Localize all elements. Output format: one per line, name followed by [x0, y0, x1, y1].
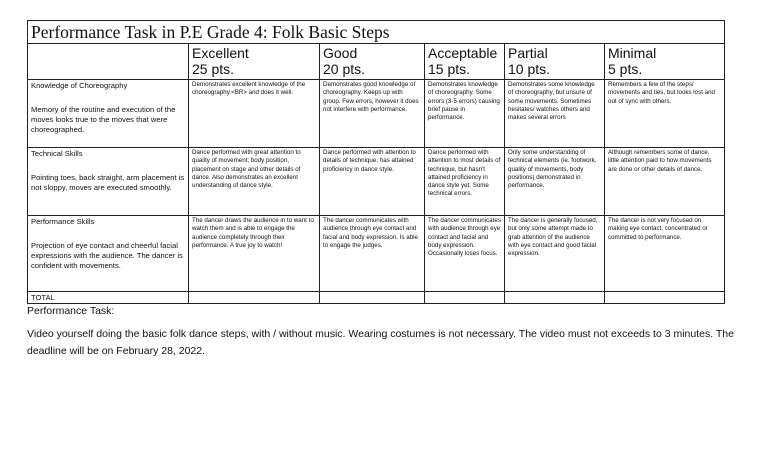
total-label: TOTAL [28, 292, 189, 304]
criterion-cell [28, 80, 189, 148]
level-name: Good [323, 45, 358, 61]
levels-corner-cell [28, 44, 189, 80]
criterion-row-knowledge [28, 80, 725, 148]
level-points: 10 pts. [508, 61, 551, 77]
level-header-partial [505, 44, 605, 80]
level-name: Minimal [608, 45, 657, 61]
level-name: Excellent [192, 45, 249, 61]
rubric-cell: Dance performed with great attention to quality of movement; body position, placement on stage and other details of dance. Also demonstrates an excellent understanding of dance style. [189, 148, 320, 216]
level-header-acceptable [425, 44, 505, 80]
criterion-description: Pointing toes, back straight, arm placement is not sloppy, moves are executed smoothly. [31, 173, 185, 192]
level-points: 15 pts. [428, 61, 471, 77]
level-name: Partial [508, 45, 548, 61]
levels-row [28, 44, 725, 80]
total-cell [425, 292, 505, 304]
level-header-excellent [189, 44, 320, 80]
performance-task-label: Performance Task: [27, 305, 115, 317]
level-header-minimal [605, 44, 725, 80]
rubric-cell: Only some understanding of technical elements (ie. footwork, quality of movements, body positions) demonstrated in performance. [505, 148, 605, 216]
title-row [28, 21, 725, 44]
criterion-row-technical [28, 148, 725, 216]
page-title: Performance Task in P.E Grade 4: Folk Basic Steps [28, 21, 725, 44]
total-cell [505, 292, 605, 304]
rubric-table [27, 20, 725, 304]
level-header-good [320, 44, 425, 80]
level-points: 20 pts. [323, 61, 366, 77]
level-name: Acceptable [428, 45, 498, 61]
level-points: 25 pts. [192, 61, 235, 77]
rubric-cell: The dancer communicates with audience through eye contact and facial and body expression. Occasionally loses focus. [425, 216, 505, 292]
criterion-row-performance [28, 216, 725, 292]
rubric-cell: The dancer is not very focused on making eye contact, concentrated or committed to performance. [605, 216, 725, 292]
rubric-cell: Dance performed with attention to most details of technique, but hasn't attained proficiency in dance style yet. Some technical errors. [425, 148, 505, 216]
criterion-cell [28, 216, 189, 292]
total-row [28, 292, 725, 304]
criterion-name: Knowledge of Choreography [31, 81, 128, 90]
criterion-name: Performance Skills [31, 217, 95, 226]
rubric-cell: Dance performed with attention to details of technique, has attained proficiency in dance style. [320, 148, 425, 216]
total-cell [605, 292, 725, 304]
total-cell [189, 292, 320, 304]
rubric-cell: Remembers a few of the steps/ movements and ties, but looks lost and out of sync with others. [605, 80, 725, 148]
criterion-description: Memory of the routine and execution of the moves looks true to the moves that were choreographed. [31, 105, 176, 134]
performance-task-text: Video yourself doing the basic folk dance steps, with / without music. Wearing costumes is not necessary. The video must not exceeds to 3 minutes. The deadline will be on February 28, 2022. [27, 328, 734, 357]
rubric-cell: Demonstrates excellent knowledge of the choreography.<BR> and does it well. [189, 80, 320, 148]
level-points: 5 pts. [608, 61, 643, 77]
rubric-cell: The dancer draws the audience in to want to watch them and is able to engage the audience completely through their performance. A true joy to watch! [189, 216, 320, 292]
total-cell [320, 292, 425, 304]
criterion-name: Technical Skills [31, 149, 83, 158]
rubric-cell: Although remembers some of dance, little attention paid to how movements are done or other details of dance. [605, 148, 725, 216]
criterion-description: Projection of eye contact and cheerful facial expressions with the audience. The dancer is confident with movements. [31, 241, 183, 270]
rubric-cell: Demonstrates some knowledge of choreography, but unsure of some movements. Sometimes hesitates/ watches others and makes several errors [505, 80, 605, 148]
rubric-cell: The dancer is generally focused, but only some attempt made to grab attention of the audience with eye contact and good facial expression. [505, 216, 605, 292]
rubric-cell: The dancer communicates with audience through eye contact and facial and body expression. Is able to engage the judges. [320, 216, 425, 292]
criterion-cell [28, 148, 189, 216]
rubric-cell: Demonstrates knowledge of choreography. Some errors (3-5 errors) causing brief pause in performance. [425, 80, 505, 148]
rubric-cell: Demonstrates good knowledge of choreography. Keeps up with group. Few errors, however it does not interfere with performance. [320, 80, 425, 148]
